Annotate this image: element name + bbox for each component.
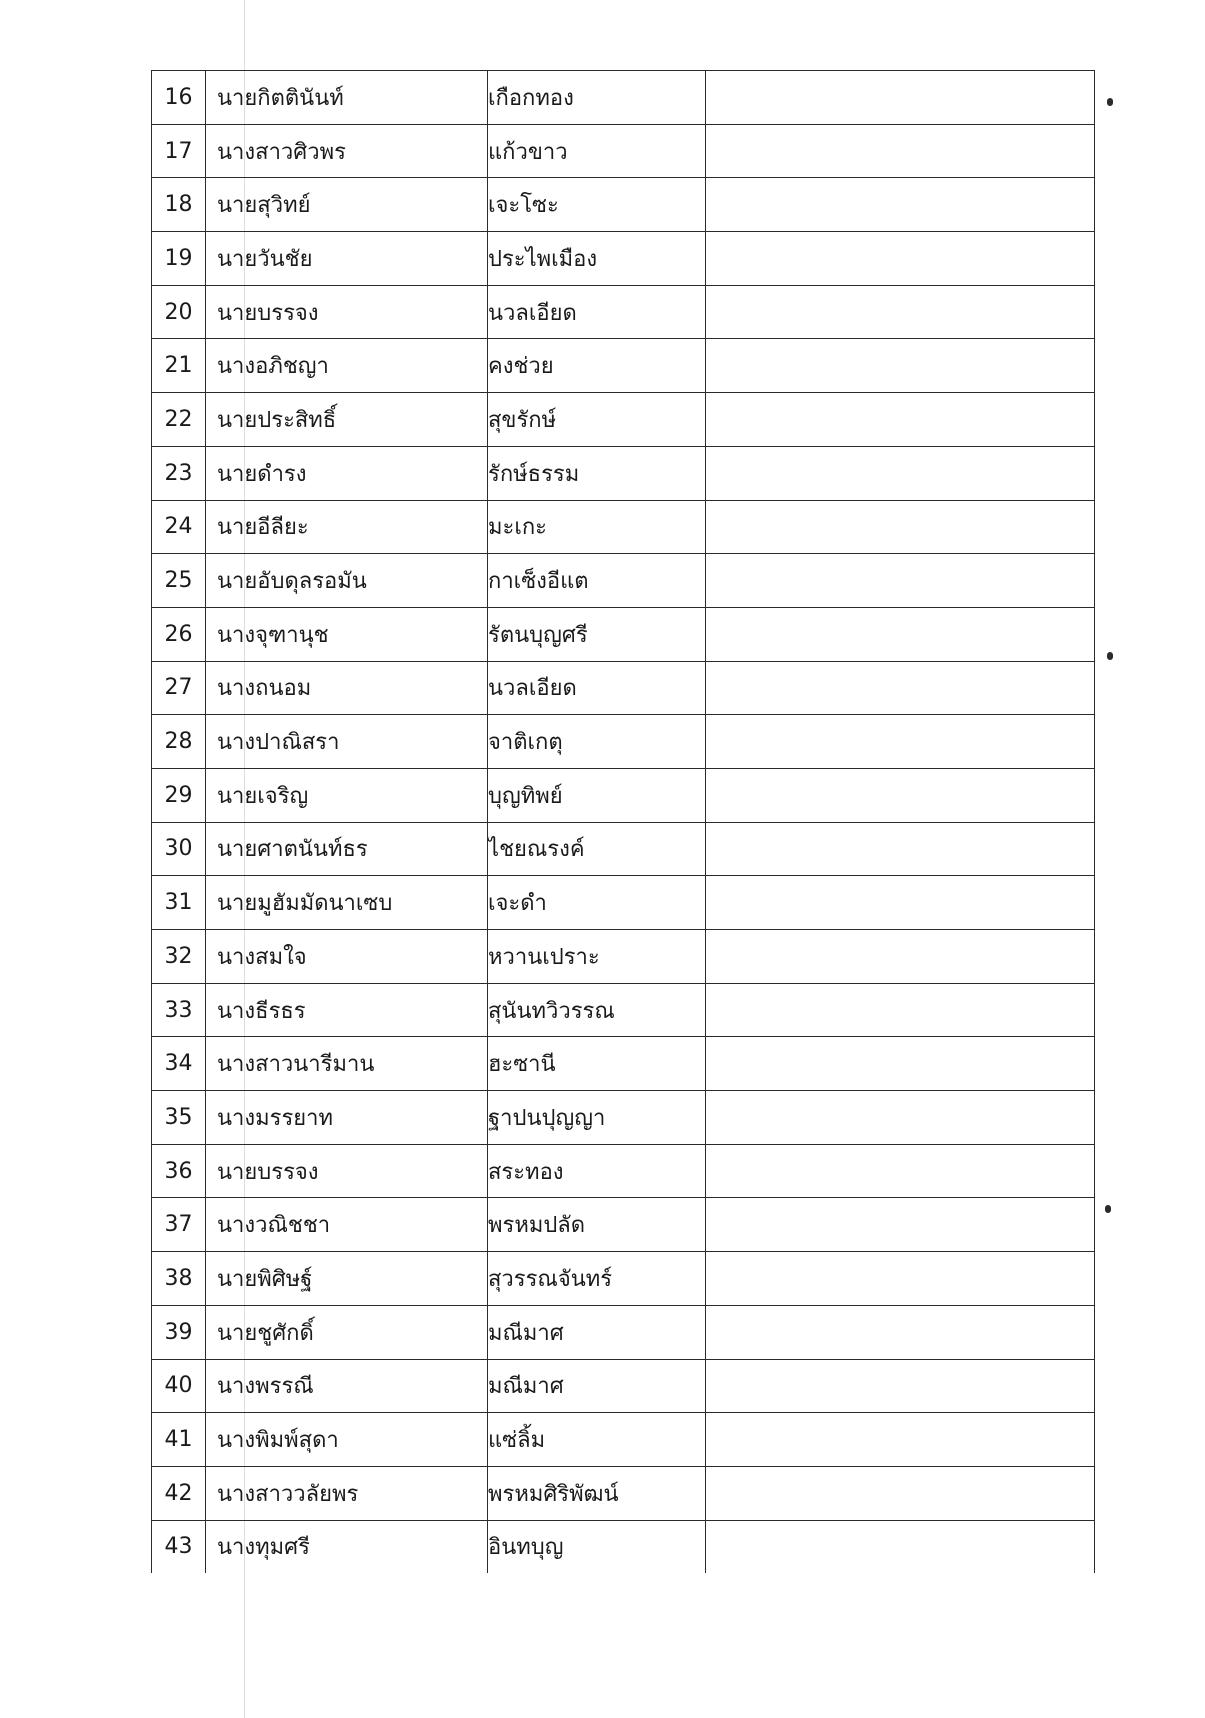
signature-cell — [706, 1359, 1095, 1413]
first-name-cell: นายเจริญ — [206, 768, 488, 822]
last-name-cell: เกือกทอง — [488, 71, 706, 125]
table-row — [152, 822, 1095, 876]
signature-cell — [706, 554, 1095, 608]
last-name-cell: รัตนบุญศรี — [488, 607, 706, 661]
signature-cell — [706, 1413, 1095, 1467]
row-number: 19 — [152, 232, 206, 286]
row-number: 23 — [152, 446, 206, 500]
attendance-name-table — [151, 70, 1095, 1573]
signature-cell — [706, 1305, 1095, 1359]
table-row — [152, 661, 1095, 715]
signature-cell — [706, 983, 1095, 1037]
row-number: 28 — [152, 715, 206, 769]
first-name-cell: นายประสิทธิ์ — [206, 393, 488, 447]
row-number: 43 — [152, 1520, 206, 1573]
last-name-cell: สระทอง — [488, 1144, 706, 1198]
table-row — [152, 285, 1095, 339]
signature-cell — [706, 339, 1095, 393]
table-row — [152, 232, 1095, 286]
table-row — [152, 983, 1095, 1037]
last-name-cell: สุนันทวิวรรณ — [488, 983, 706, 1037]
table-row — [152, 1144, 1095, 1198]
signature-cell — [706, 71, 1095, 125]
signature-cell — [706, 393, 1095, 447]
first-name-cell: นายสุวิทย์ — [206, 178, 488, 232]
last-name-cell: ไชยณรงค์ — [488, 822, 706, 876]
table-row — [152, 1037, 1095, 1091]
last-name-cell: ฮะซานี — [488, 1037, 706, 1091]
first-name-cell: นางปาณิสรา — [206, 715, 488, 769]
row-number: 24 — [152, 500, 206, 554]
first-name-cell: นางสาวนารีมาน — [206, 1037, 488, 1091]
last-name-cell: พรหมปลัด — [488, 1198, 706, 1252]
row-number: 34 — [152, 1037, 206, 1091]
table-row — [152, 1413, 1095, 1467]
row-number: 37 — [152, 1198, 206, 1252]
table-row — [152, 446, 1095, 500]
signature-cell — [706, 768, 1095, 822]
signature-cell — [706, 661, 1095, 715]
binder-hole-mark — [1107, 652, 1113, 660]
row-number: 25 — [152, 554, 206, 608]
last-name-cell: แซ่ลิ้ม — [488, 1413, 706, 1467]
table-row — [152, 1091, 1095, 1145]
row-number: 33 — [152, 983, 206, 1037]
first-name-cell: นายอีลียะ — [206, 500, 488, 554]
table-row — [152, 1198, 1095, 1252]
table-body — [152, 71, 1095, 1574]
table-row — [152, 178, 1095, 232]
last-name-cell: นวลเอียด — [488, 661, 706, 715]
last-name-cell: แก้วขาว — [488, 124, 706, 178]
row-number: 27 — [152, 661, 206, 715]
signature-cell — [706, 1198, 1095, 1252]
signature-cell — [706, 715, 1095, 769]
binder-hole-mark — [1105, 1205, 1111, 1213]
table-row — [152, 339, 1095, 393]
first-name-cell: นายชูศักดิ์ — [206, 1305, 488, 1359]
first-name-cell: นางพรรณี — [206, 1359, 488, 1413]
signature-cell — [706, 822, 1095, 876]
last-name-cell: อินทบุญ — [488, 1520, 706, 1573]
first-name-cell: นางพิมพ์สุดา — [206, 1413, 488, 1467]
first-name-cell: นายวันชัย — [206, 232, 488, 286]
table-row — [152, 1466, 1095, 1520]
first-name-cell: นายบรรจง — [206, 1144, 488, 1198]
first-name-cell: นายบรรจง — [206, 285, 488, 339]
table-row — [152, 607, 1095, 661]
last-name-cell: รักษ์ธรรม — [488, 446, 706, 500]
signature-cell — [706, 124, 1095, 178]
table-row — [152, 124, 1095, 178]
signature-cell — [706, 446, 1095, 500]
table-row — [152, 715, 1095, 769]
last-name-cell: สุวรรณจันทร์ — [488, 1252, 706, 1306]
signature-cell — [706, 500, 1095, 554]
last-name-cell: พรหมศิริพัฒน์ — [488, 1466, 706, 1520]
row-number: 22 — [152, 393, 206, 447]
last-name-cell: ประไพเมือง — [488, 232, 706, 286]
row-number: 32 — [152, 930, 206, 984]
first-name-cell: นางสาววลัยพร — [206, 1466, 488, 1520]
table-row — [152, 1252, 1095, 1306]
signature-cell — [706, 1520, 1095, 1573]
signature-cell — [706, 1252, 1095, 1306]
first-name-cell: นางทุมศรี — [206, 1520, 488, 1573]
first-name-cell: นายพิศิษฐ์ — [206, 1252, 488, 1306]
row-number: 39 — [152, 1305, 206, 1359]
last-name-cell: มะเกะ — [488, 500, 706, 554]
table-row — [152, 71, 1095, 125]
first-name-cell: นางอภิชญา — [206, 339, 488, 393]
last-name-cell: จาติเกตุ — [488, 715, 706, 769]
row-number: 36 — [152, 1144, 206, 1198]
row-number: 35 — [152, 1091, 206, 1145]
row-number: 16 — [152, 71, 206, 125]
row-number: 21 — [152, 339, 206, 393]
table-row — [152, 1520, 1095, 1573]
table-row — [152, 554, 1095, 608]
row-number: 41 — [152, 1413, 206, 1467]
first-name-cell: นางสมใจ — [206, 930, 488, 984]
first-name-cell: นายอับดุลรอมัน — [206, 554, 488, 608]
first-name-cell: นางสาวศิวพร — [206, 124, 488, 178]
signature-cell — [706, 1091, 1095, 1145]
first-name-cell: นายดำรง — [206, 446, 488, 500]
last-name-cell: มณีมาศ — [488, 1359, 706, 1413]
signature-cell — [706, 178, 1095, 232]
first-name-cell: นางธีรธร — [206, 983, 488, 1037]
last-name-cell: มณีมาศ — [488, 1305, 706, 1359]
row-number: 20 — [152, 285, 206, 339]
last-name-cell: บุญทิพย์ — [488, 768, 706, 822]
row-number: 26 — [152, 607, 206, 661]
signature-cell — [706, 607, 1095, 661]
first-name-cell: นางมรรยาท — [206, 1091, 488, 1145]
row-number: 18 — [152, 178, 206, 232]
row-number: 29 — [152, 768, 206, 822]
last-name-cell: สุขรักษ์ — [488, 393, 706, 447]
last-name-cell: เจะโซะ — [488, 178, 706, 232]
first-name-cell: นายศาตนันท์ธร — [206, 822, 488, 876]
last-name-cell: กาเซ็งอีแต — [488, 554, 706, 608]
row-number: 42 — [152, 1466, 206, 1520]
binder-hole-mark — [1107, 98, 1113, 106]
table-row — [152, 930, 1095, 984]
signature-cell — [706, 876, 1095, 930]
table-row — [152, 500, 1095, 554]
last-name-cell: เจะดำ — [488, 876, 706, 930]
last-name-cell: คงช่วย — [488, 339, 706, 393]
first-name-cell: นางวณิชชา — [206, 1198, 488, 1252]
row-number: 30 — [152, 822, 206, 876]
signature-cell — [706, 285, 1095, 339]
table-row — [152, 393, 1095, 447]
row-number: 40 — [152, 1359, 206, 1413]
signature-cell — [706, 232, 1095, 286]
table-row — [152, 1305, 1095, 1359]
last-name-cell: หวานเปราะ — [488, 930, 706, 984]
table-row — [152, 876, 1095, 930]
signature-cell — [706, 930, 1095, 984]
first-name-cell: นายกิตตินันท์ — [206, 71, 488, 125]
row-number: 17 — [152, 124, 206, 178]
last-name-cell: ฐาปนปุญญา — [488, 1091, 706, 1145]
row-number: 31 — [152, 876, 206, 930]
table-row — [152, 768, 1095, 822]
signature-cell — [706, 1466, 1095, 1520]
row-number: 38 — [152, 1252, 206, 1306]
table-row — [152, 1359, 1095, 1413]
signature-cell — [706, 1144, 1095, 1198]
first-name-cell: นายมูฮัมมัดนาเซบ — [206, 876, 488, 930]
signature-cell — [706, 1037, 1095, 1091]
first-name-cell: นางจุฑานุช — [206, 607, 488, 661]
first-name-cell: นางถนอม — [206, 661, 488, 715]
last-name-cell: นวลเอียด — [488, 285, 706, 339]
